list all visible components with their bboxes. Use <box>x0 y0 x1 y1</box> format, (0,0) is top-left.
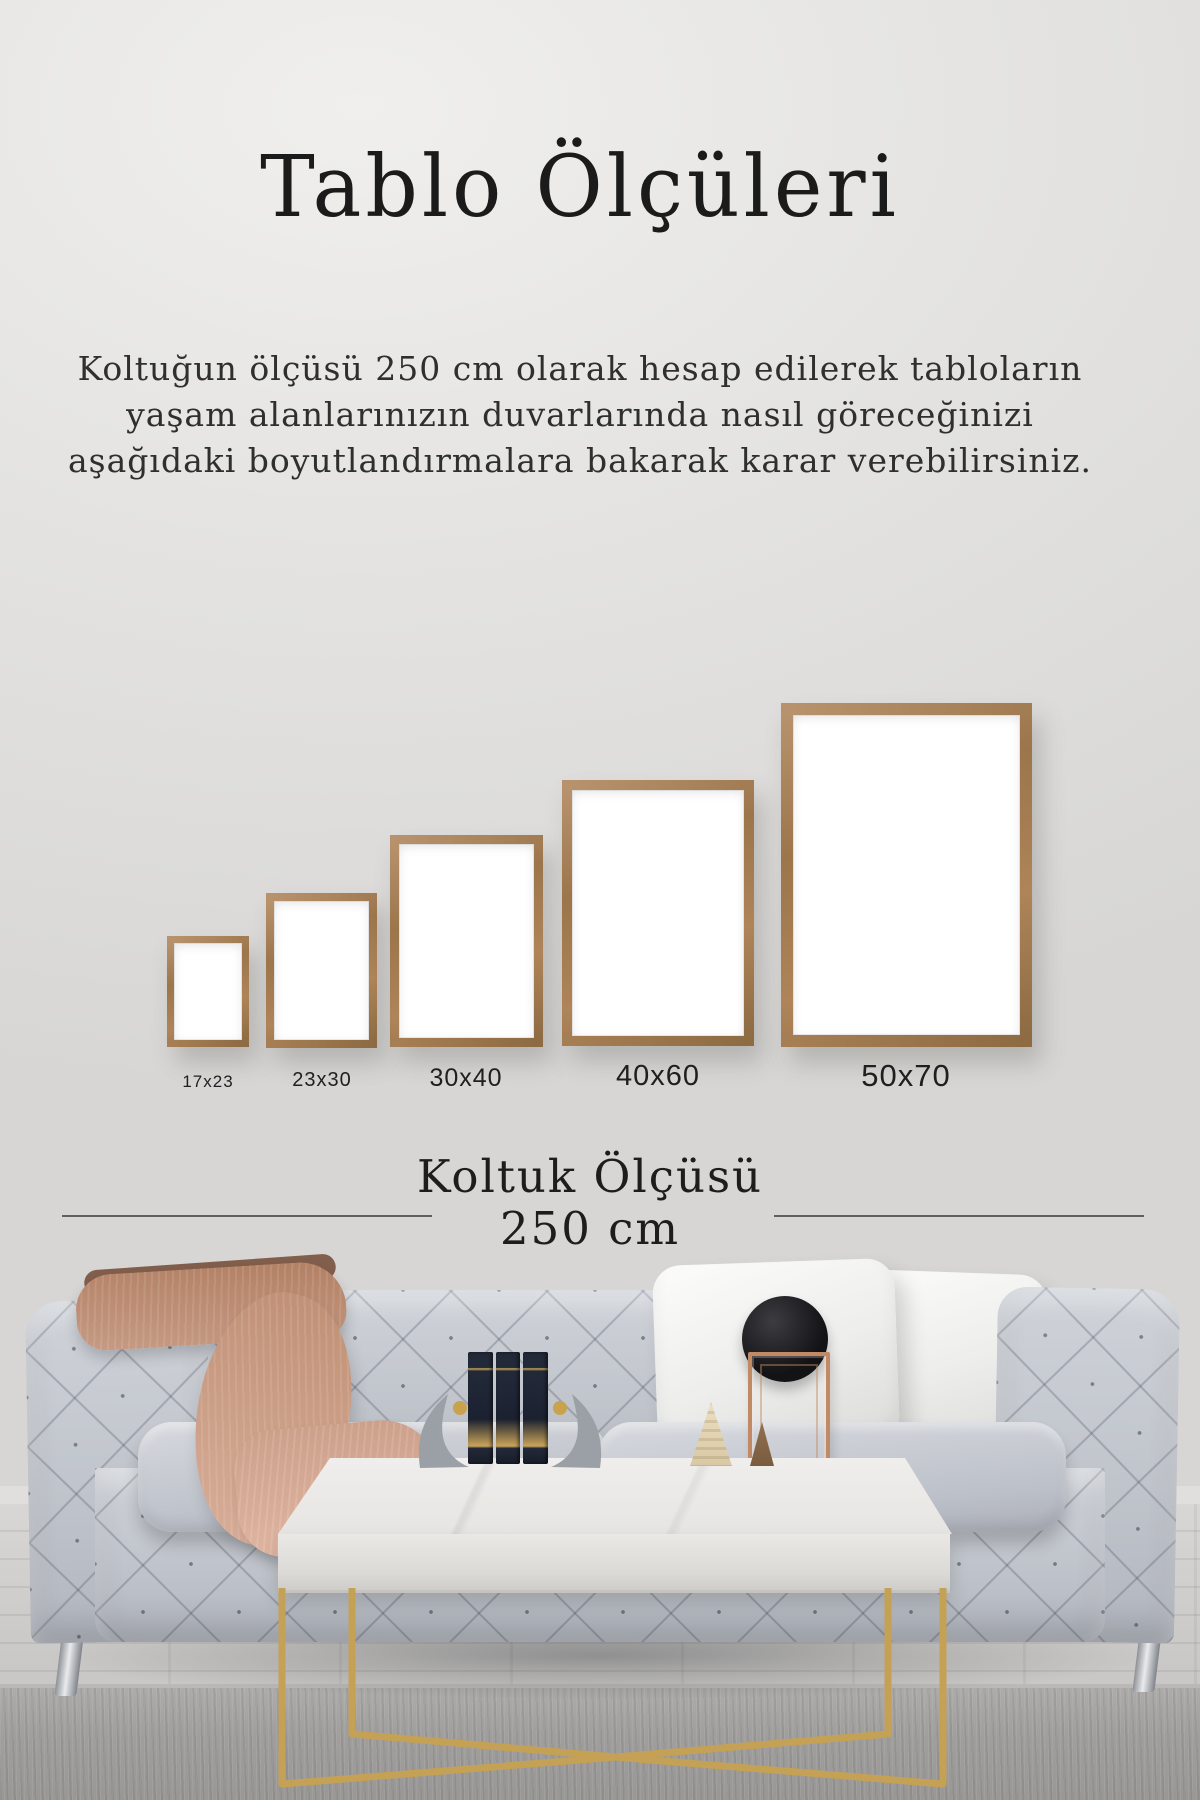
frame-23x30 <box>266 893 377 1048</box>
intro-paragraph <box>0 346 1160 484</box>
intro-line: yaşam alanlarınızın duvarlarında nasıl göreceğinizi <box>126 395 1034 434</box>
sofa-measure-value: 250 cm <box>499 1202 681 1255</box>
frame-canvas <box>793 715 1020 1035</box>
frame-30x40 <box>390 835 543 1047</box>
frame-17x23 <box>167 936 249 1047</box>
page-title: Tablo Ölçüleri <box>260 138 900 237</box>
bookend-left-icon <box>412 1390 472 1470</box>
frame-canvas <box>399 844 534 1038</box>
frame-size-label: 17x23 <box>182 1072 234 1091</box>
coffee-table-gold-legs <box>250 1588 970 1800</box>
frame-50x70 <box>781 703 1032 1047</box>
sofa-measure-title: Koltuk Ölçüsü <box>416 1150 764 1203</box>
frame-size-label: 50x70 <box>861 1058 951 1093</box>
coffee-table-edge <box>278 1534 950 1593</box>
divider-line-right <box>774 1215 1144 1217</box>
frame-size-label: 40x60 <box>615 1060 701 1092</box>
book-spine <box>523 1352 548 1464</box>
frame-canvas <box>274 901 369 1040</box>
divider-line-left <box>62 1215 432 1217</box>
frame-size-label: 30x40 <box>429 1064 503 1092</box>
book-stack <box>468 1352 548 1464</box>
bookend-right-icon <box>548 1390 608 1470</box>
frame-canvas <box>572 790 744 1036</box>
intro-line: aşağıdaki boyutlandırmalara bakarak karar verebilirsiniz. <box>67 441 1093 480</box>
book-spine <box>496 1352 521 1464</box>
frame-40x60 <box>562 780 754 1046</box>
intro-line: Koltuğun ölçüsü 250 cm olarak hesap edilerek tabloların <box>77 349 1083 388</box>
coffee-table-top <box>270 1458 952 1534</box>
frame-canvas <box>174 943 242 1040</box>
book-spine <box>468 1352 493 1464</box>
frame-size-label: 23x30 <box>292 1069 352 1091</box>
